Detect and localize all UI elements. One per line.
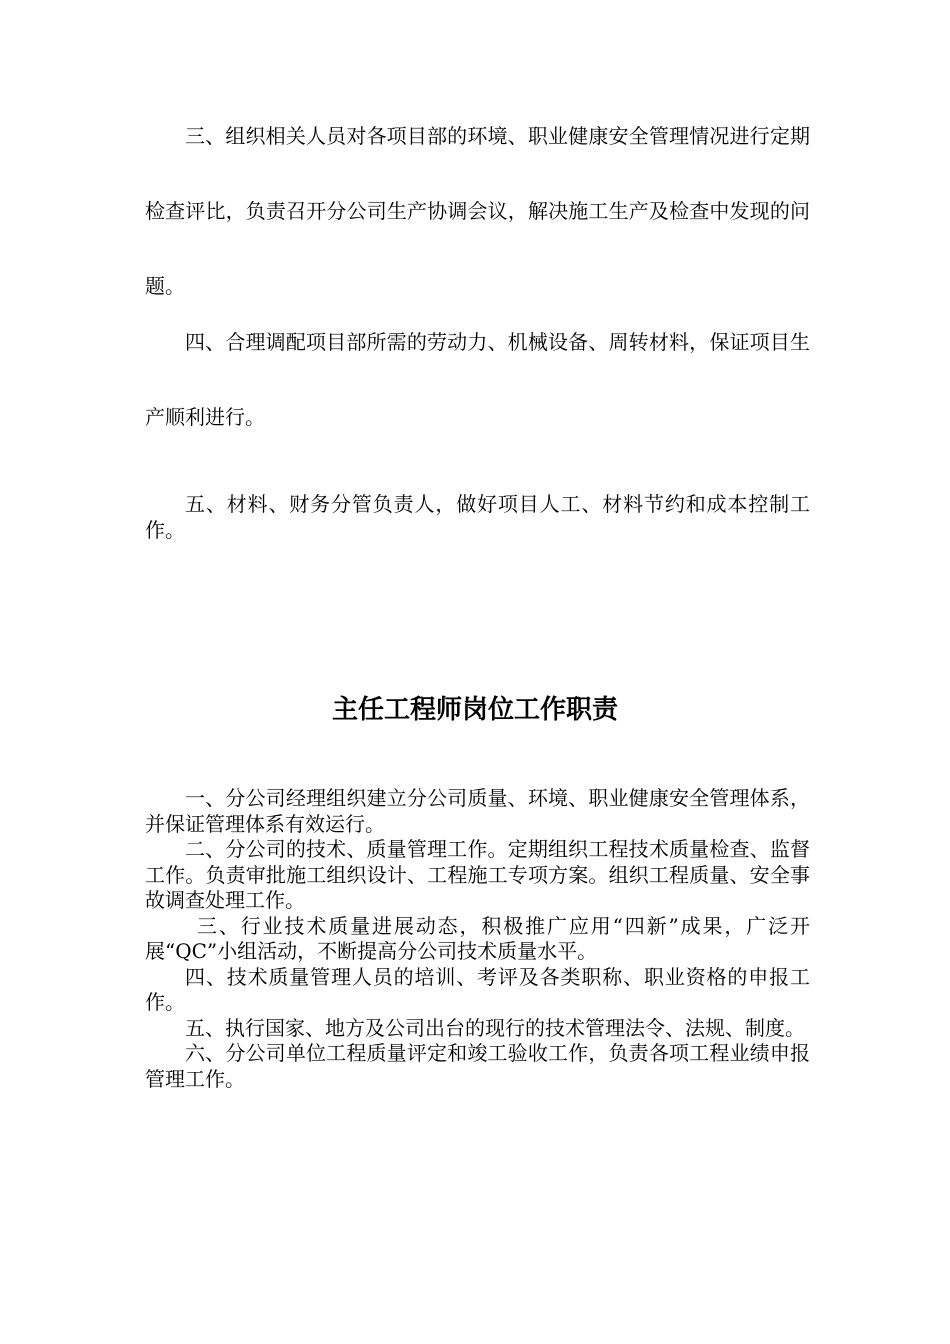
duty-item-2: 二、分公司的技术、质量管理工作。定期组织工程技术质量检查、监督工作。负责审批施工组织设计、工程施工专项方案。组织工程质量、安全事故调查处理工作。	[145, 837, 810, 912]
paragraph-5: 五、材料、财务分管负责人，做好项目人工、材料节约和成本控制工作。	[145, 492, 810, 542]
duty-item-1: 一、分公司经理组织建立分公司质量、环境、职业健康安全管理体系，并保证管理体系有效运行。	[145, 786, 810, 836]
duty-item-6: 六、分公司单位工程质量评定和竣工验收工作，负责各项工程业绩申报管理工作。	[145, 1041, 810, 1091]
section-two-body	[145, 786, 810, 1092]
duty-item-3: 三、行业技术质量进展动态，积极推广应用“四新”成果，广泛开展“QC”小组活动，不断提高分公司技术质量水平。	[145, 913, 810, 963]
section-title: 主任工程师岗位工作职责	[331, 695, 618, 725]
section-one-body	[145, 118, 810, 543]
duty-item-4: 四、技术质量管理人员的培训、考评及各类职称、职业资格的申报工作。	[145, 964, 810, 1014]
duty-item-5: 五、执行国家、地方及公司出台的现行的技术管理法令、法规、制度。	[185, 1015, 805, 1040]
paragraph-4: 四、合理调配项目部所需的劳动力、机械设备、周转材料，保证项目生产顺利进行。	[145, 330, 810, 429]
paragraph-3: 三、组织相关人员对各项目部的环境、职业健康安全管理情况进行定期检查评比，负责召开分公司生产协调会议，解决施工生产及检查中发现的问题。	[145, 124, 810, 298]
